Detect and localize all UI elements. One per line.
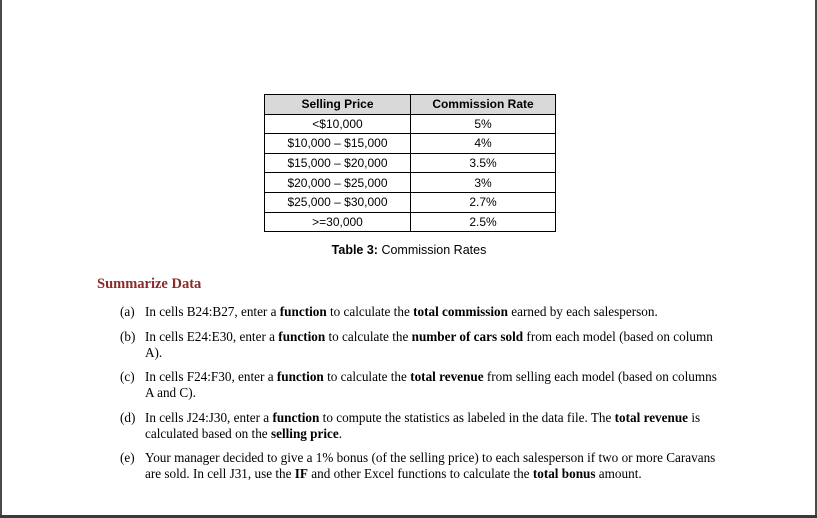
commission-rate-cell: 2.5% — [411, 212, 556, 232]
bold-term: total bonus — [532, 466, 596, 481]
task-text: amount. — [595, 466, 642, 481]
bold-term: function — [276, 369, 324, 384]
task-text: to calculate the — [323, 369, 411, 384]
list-item — [120, 304, 720, 320]
table-row — [265, 192, 556, 212]
table-row — [265, 212, 556, 232]
task-text: to calculate the — [326, 304, 414, 319]
task-list — [120, 304, 720, 491]
section-title: Summarize Data — [97, 276, 202, 292]
bold-term: function — [279, 304, 327, 319]
commission-rate-cell: 2.7% — [411, 192, 556, 212]
task-text: In cells F24:F30, enter a — [145, 369, 277, 384]
task-text: In cells E24:E30, enter a — [145, 328, 279, 344]
header-selling-price: Selling Price — [265, 95, 411, 115]
selling-price-cell: <$10,000 — [265, 114, 411, 134]
list-item-marker: (d) — [120, 409, 136, 425]
task-text: In cells J24:J30, enter a — [145, 409, 273, 425]
selling-price-cell: >=30,000 — [265, 212, 411, 232]
bold-term: number of cars sold — [411, 328, 524, 344]
list-item — [120, 410, 720, 442]
table-row — [265, 173, 556, 193]
table-caption-text: Commission Rates — [377, 243, 487, 257]
table-caption-label: Table 3: — [331, 243, 378, 257]
commission-rate-cell: 5% — [411, 114, 556, 134]
table-row — [265, 134, 556, 154]
task-text: is calculated based on the — [145, 409, 701, 441]
list-item — [120, 369, 720, 401]
header-commission-rate: Commission Rate — [411, 95, 556, 115]
selling-price-cell: $25,000 – $30,000 — [265, 192, 411, 212]
selling-price-cell: $15,000 – $20,000 — [265, 153, 411, 173]
list-item-marker: (c) — [120, 369, 135, 384]
task-text: and other Excel functions to calculate the — [307, 466, 533, 481]
bold-term: total revenue — [614, 409, 689, 425]
list-item-marker: (b) — [120, 328, 136, 344]
bold-term: function — [272, 409, 320, 425]
commission-rate-cell: 3% — [411, 173, 556, 193]
bold-term: total revenue — [410, 369, 484, 384]
list-item-marker: (a) — [120, 304, 135, 319]
table-row — [265, 114, 556, 134]
task-text: from each model (based on column A). — [145, 328, 713, 360]
bold-term: IF — [294, 466, 308, 481]
task-text: Your manager decided to give a 1% bonus (of the selling price) to each salesperson if two or more Caravans are sold. In cell J31, use the — [145, 450, 716, 481]
selling-price-cell: $10,000 – $15,000 — [265, 134, 411, 154]
task-text: to calculate the — [325, 328, 412, 344]
bold-term: total commission — [413, 304, 508, 319]
table-caption — [264, 243, 554, 257]
list-item-marker: (e) — [120, 450, 135, 465]
list-item — [120, 450, 720, 482]
list-item — [120, 329, 720, 361]
bold-term: selling price — [270, 425, 339, 441]
task-text: earned by each salesperson. — [507, 304, 658, 319]
task-text: In cells B24:B27, enter a — [145, 304, 280, 319]
selling-price-cell: $20,000 – $25,000 — [265, 173, 411, 193]
table-header-row — [265, 95, 556, 115]
task-text: from selling each model (based on columns A and C). — [145, 369, 717, 400]
bold-term: function — [278, 328, 326, 344]
commission-rate-cell: 4% — [411, 134, 556, 154]
task-text: . — [338, 425, 343, 441]
commission-rate-cell: 3.5% — [411, 153, 556, 173]
page-left-border — [0, 0, 2, 518]
commission-rates-table — [264, 94, 556, 232]
table-row — [265, 153, 556, 173]
task-text: to compute the statistics as labeled in the data file. The — [319, 409, 615, 425]
